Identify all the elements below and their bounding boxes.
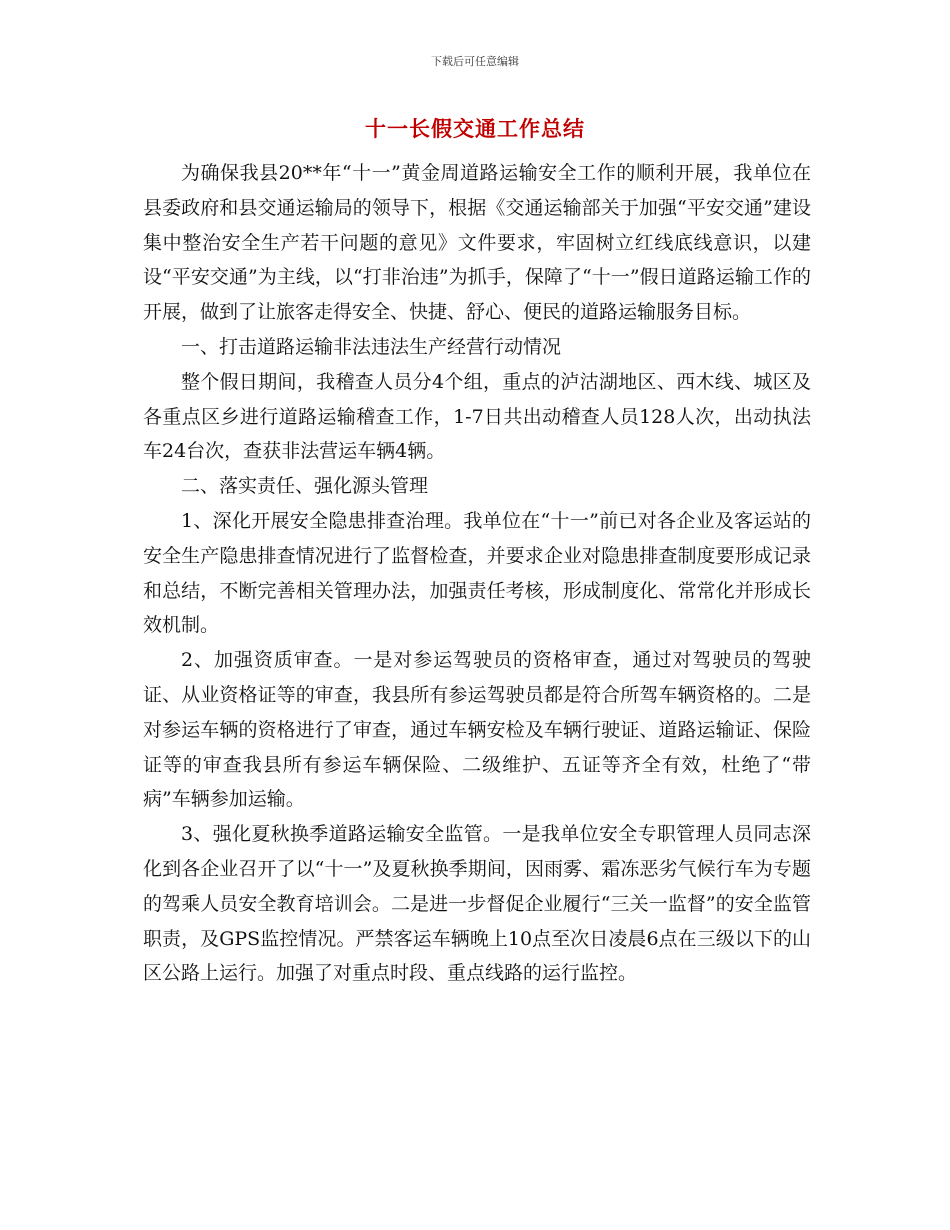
- section-heading-2: 二、落实责任、强化源头管理: [181, 475, 429, 498]
- document-body: [143, 156, 811, 991]
- paragraph-item-3: 3、强化夏秋换季道路运输安全监管。一是我单位安全专职管理人员同志深化到各企业召开了以“十一”及夏秋换季期间，因雨雾、霜冻恶劣气候行车为专题的驾乘人员安全教育培训会。二是进一步督促企业履行“三关一监督”的安全监管职责，及GPS监控情况。严禁客运车辆晚上10点至次日凌晨6点在三级以下的山区公路上运行。加强了对重点时段、重点线路的运行监控。: [143, 823, 811, 985]
- section-heading-1: 一、打击道路运输非法违法生产经营行动情况: [181, 335, 562, 358]
- paragraph-intro: 为确保我县20**年“十一”黄金周道路运输安全工作的顺利开展，我单位在县委政府和县交通运输局的领导下，根据《交通运输部关于加强“平安交通”建设集中整治安全生产若干问题的意见》文件要求，牢固树立红线底线意识，以建设“平安交通”为主线，以“打非治违”为抓手，保障了“十一”假日道路运输工作的开展，做到了让旅客走得安全、快捷、舒心、便民的道路运输服务目标。: [143, 162, 811, 324]
- paragraph-inspection: 整个假日期间，我稽查人员分4个组，重点的泸沽湖地区、西木线、城区及各重点区乡进行道路运输稽查工作，1-7日共出动稽查人员128人次，出动执法车24台次，查获非法营运车辆4辆。: [143, 370, 811, 463]
- header-note: 下载后可任意编辑: [431, 55, 519, 68]
- paragraph-item-1: 1、深化开展安全隐患排查治理。我单位在“十一”前已对各企业及客运站的安全生产隐患排查情况进行了监督检查，并要求企业对隐患排查制度要形成记录和总结，不断完善相关管理办法，加强责任考核，形成制度化、常常化并形成长效机制。: [143, 509, 811, 637]
- document-title: 十一长假交通工作总结: [365, 116, 585, 141]
- paragraph-item-2: 2、加强资质审查。一是对参运驾驶员的资格审查，通过对驾驶员的驾驶证、从业资格证等的审查，我县所有参运驾驶员都是符合所驾车辆资格的。二是对参运车辆的资格进行了审查，通过车辆安检及车辆行驶证、道路运输证、保险证等的审查我县所有参运车辆保险、二级维护、五证等齐全有效，杜绝了“带病”车辆参加运输。: [143, 649, 811, 811]
